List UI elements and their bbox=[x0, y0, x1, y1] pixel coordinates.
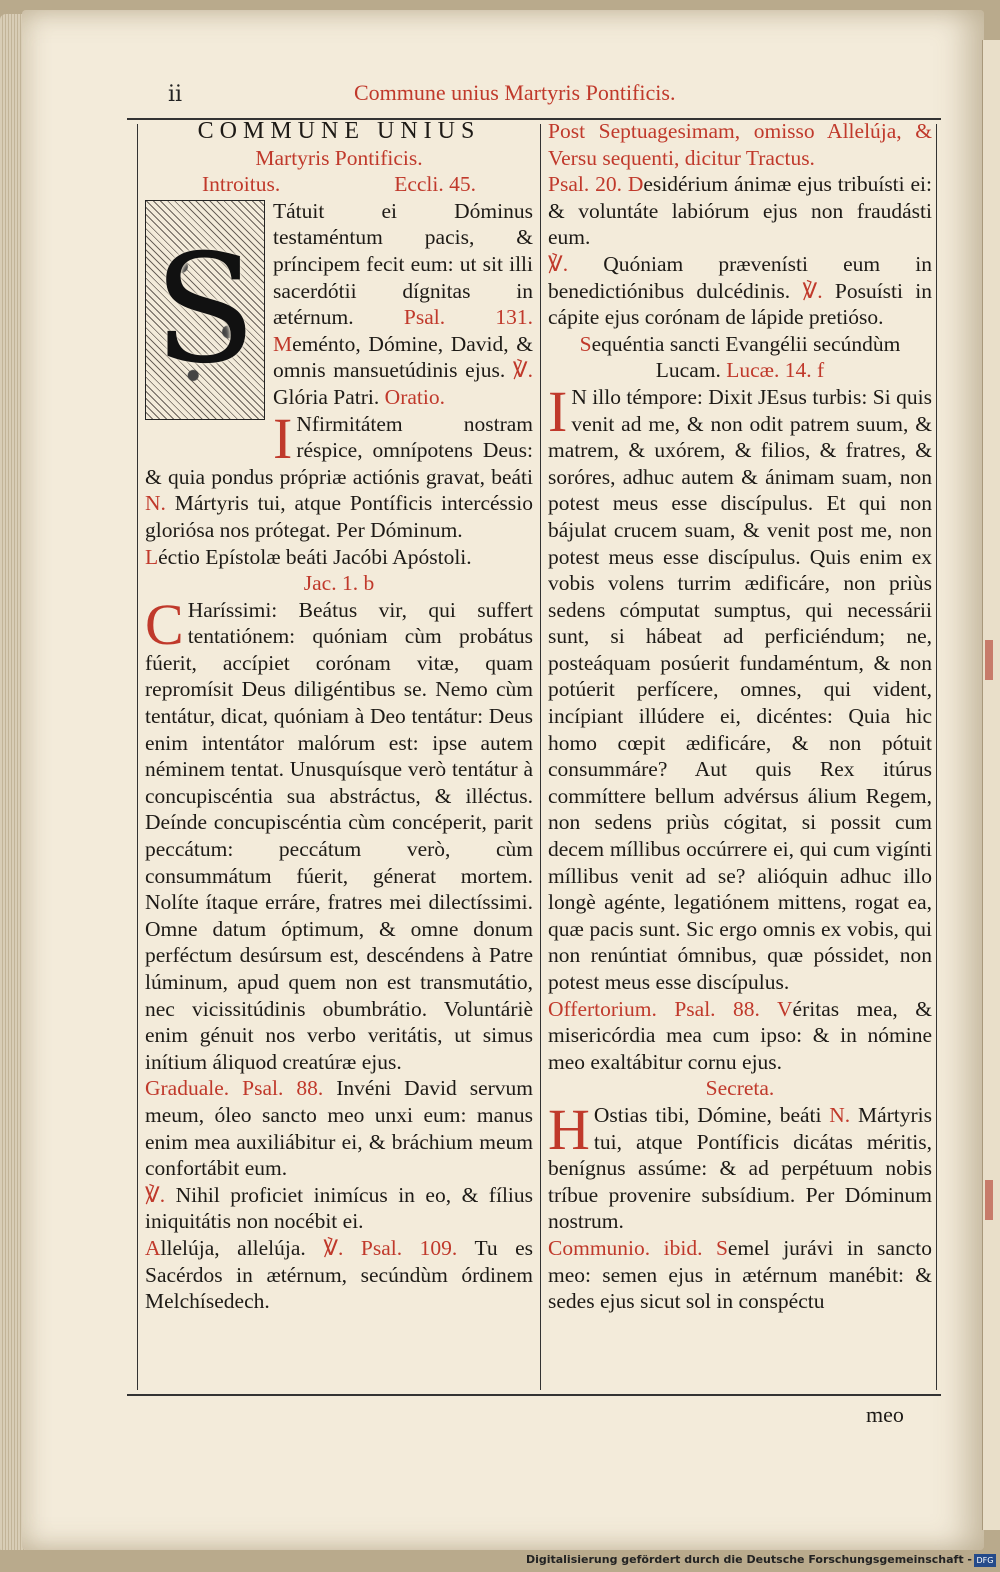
next-page-edge bbox=[982, 40, 1000, 1530]
gospel-text: N illo témpore: Dixit JEsus turbis: Si quis venit ad me, & non odit patrem suum, & matrem, & uxórem, & filios, & fratres, & soróres, adhuc autem & ánimam suam, non potest meus esse discípulus. Et qui non bájulat crucem suam, & venit post me, non potest meus esse discípulus. Quis enim ex vobis volens turrim ædificáre, non priùs sedens cómputat sumptus, qui necessárii sunt, si hábeat ad perficiéndum; ne, posteáquam posúerit fundaméntum, & non potúerit perfícere, omnes, qui vident, incípiant illúdere ei, dicéntes: Quia hic homo cœpit ædificáre, & non pótuit consummáre? Aut quis Rex itúrus commíttere bellum advérsus álium Regem, non sedens priùs cógitat, si possit cum decem míllibus occúrrere ei, qui cum vigínti míllibus venit ad se? alióquin adhuc illo longè agénte, legatiónem mittens, rogat ea, quæ pacis sunt. Sic ergo omnis ex vobis, qui non renúntiat ómnibus, quæ póssidet, non potest meus esse discípulus. bbox=[548, 384, 932, 994]
oratio-text-b: Mártyris tui, atque Pontíficis intercéssio gloriósa nos prótegat. Per Dóminum. bbox=[145, 491, 533, 542]
section-subtitle: Martyris Pontificis. bbox=[255, 145, 423, 170]
running-title: Commune unius Martyris Pontificis. bbox=[354, 80, 676, 105]
oratio bbox=[145, 405, 533, 544]
section-title: COMMUNE UNIUS bbox=[197, 118, 481, 144]
secreta-text-b: Mártyris tui, atque Pontíficis dicátas méritis, benígnus assúme: & ad perpétuum nobis tríbue provenire subsídium. Per Dóminum nostrum. bbox=[548, 1102, 933, 1234]
versicle-icon: ℣. bbox=[145, 1182, 166, 1207]
oratio-n: N. bbox=[145, 491, 166, 516]
footer-credit: Digitalisierung gefördert durch die Deutsche Forschungsgemeinschaft - bbox=[525, 1553, 972, 1566]
secreta-n: N. bbox=[829, 1102, 851, 1127]
offertorium-label: Offertorium. Psal. 88. bbox=[548, 996, 760, 1021]
secreta bbox=[548, 1096, 933, 1235]
secreta-text-a: Ostias tibi, Dómine, beáti bbox=[593, 1102, 822, 1127]
gospel-initial: S bbox=[579, 331, 592, 356]
gospel-drop-initial: I bbox=[548, 378, 568, 444]
catchword: meo bbox=[866, 1402, 904, 1427]
left-rule bbox=[137, 124, 138, 1390]
alleluia-text: llelúja, allelúja. bbox=[160, 1235, 306, 1260]
tract bbox=[548, 171, 932, 251]
epistle-initial: C bbox=[145, 591, 184, 657]
center-rule bbox=[540, 124, 541, 1390]
graduale-verse-text: Nihil proficiet inimícus in eo, & fílius iniquitátis non nocébit ei. bbox=[145, 1182, 534, 1234]
introitus-ref: Eccli. 45. bbox=[394, 172, 476, 197]
text-frame-bottom bbox=[127, 1394, 941, 1396]
graduale-initial: I bbox=[336, 1076, 344, 1101]
graduale-label: Graduale. Psal. 88. bbox=[145, 1076, 324, 1101]
oratio-text-a: Nfirmitátem nostram réspice, omnípotens Deus: & quia pondus própriæ actiónis gravat, beáti bbox=[145, 411, 533, 489]
communio-label: Communio. ibid. bbox=[548, 1235, 703, 1260]
tract-initial: D bbox=[627, 172, 644, 197]
communio-initial: S bbox=[715, 1235, 728, 1260]
psalm-text: eménto, Dómine, David, & omnis mansuetúdinis ejus. bbox=[273, 331, 533, 383]
alleluia-initial: A bbox=[145, 1235, 161, 1260]
graduale-verse bbox=[145, 1182, 533, 1235]
left-column bbox=[145, 118, 533, 1315]
graduale bbox=[145, 1075, 533, 1181]
oratio-label: Oratio. bbox=[384, 384, 445, 409]
gospel-heading-text: equéntia sancti Evangélii secúndùm Lucam. bbox=[591, 331, 901, 383]
footer-bar bbox=[0, 1550, 1000, 1572]
offertorium-text: éritas mea, & misericórdia mea cum ipso: & in nómine meo exaltábitur cornu ejus. bbox=[548, 996, 932, 1074]
lectio-ref: Jac. 1. b bbox=[303, 571, 375, 596]
page-number: ii bbox=[168, 82, 183, 107]
introitus-heading bbox=[145, 171, 533, 198]
lectio-initial: L bbox=[145, 544, 159, 569]
tract-rubric: Post Septuagesimam, omisso Allelúja, & Versu sequenti, dicitur Tractus. bbox=[548, 119, 932, 170]
communio bbox=[548, 1235, 932, 1315]
versicle-icon: ℣. bbox=[512, 358, 533, 383]
right-rule bbox=[936, 124, 937, 1390]
secreta-label: Secreta. bbox=[705, 1076, 775, 1101]
gospel bbox=[548, 378, 932, 996]
versicle-icon: ℣. bbox=[548, 251, 569, 276]
right-column bbox=[548, 118, 932, 1315]
oratio-initial: I bbox=[273, 405, 293, 471]
gloria-text: Glória Patri. bbox=[273, 384, 380, 409]
epistle-text: Haríssimi: Beátus vir, qui suffert tentatiónem: quóniam cùm probátus fúerit, accípiet corónam vitæ, quam repromísit Deus diligéntibus se. Nemo cùm tentátur, dicat, quóniam à Deo tentátur: Deus enim intentátor malórum est: ipse autem néminem tentat. Unusquísque verò tentátur à concupiscéntia sua abstráctus, & illéctus. Deínde concupiscéntia cùm concéperit, parit peccátum: peccátum verò, cùm consummátum fúerit, génerat mortem. Nolíte ítaque erráre, fratres mei dilectíssimi. Omne datum óptimum, & omne donum perféctum desúrsum est, descéndens à Patre lúminum, apud quem non est transmutátio, nec vicissitúdinis obumbrátio. Voluntáriè enim génuit nos verbo veritátis, ut simus inítium áliquod creatúræ ejus. bbox=[145, 597, 533, 1074]
lectio-text: éctio Epístolæ beáti Jacóbi Apóstoli. bbox=[158, 544, 472, 569]
introitus bbox=[145, 198, 533, 411]
gospel-heading bbox=[548, 331, 932, 384]
offertorium bbox=[548, 996, 932, 1076]
psalm-initial: M bbox=[273, 331, 293, 356]
alleluia-ref: ℣. Psal. 109. bbox=[323, 1235, 458, 1260]
secreta-initial: H bbox=[548, 1096, 590, 1162]
introitus-label: Introitus. bbox=[201, 172, 281, 197]
communio-text: emel jurávi in sancto meo: semen ejus in ætérnum manébit: & sedes ejus sicut sol in conspéctu bbox=[548, 1235, 932, 1314]
psalm-ref: Psal. 131. bbox=[403, 305, 533, 330]
graduale-text: nvéni David servum meum, óleo sancto meo unxi eum: manus enim mea auxiliábitur ei, & bráchium meum confortábit eum. bbox=[145, 1076, 534, 1181]
introitus-text: Tátuit ei Dóminus testaméntum pacis, & príncipem fecit eum: ut sit illi sacerdótii dígnitas in ætérnum. bbox=[273, 198, 533, 330]
red-mark bbox=[985, 640, 993, 680]
tract-ref: Psal. 20. bbox=[548, 172, 622, 197]
ornamental-initial: S bbox=[145, 200, 265, 420]
tract-verse-1: Quóniam prævenísti eum in benedictiónibus dulcédinis. bbox=[548, 251, 932, 303]
red-mark bbox=[985, 1180, 993, 1220]
versicle-icon: ℣. bbox=[802, 278, 823, 303]
dfg-logo: DFG bbox=[974, 1554, 996, 1567]
epistle bbox=[145, 591, 533, 1076]
offertorium-initial: V bbox=[777, 996, 793, 1021]
tract-verses bbox=[548, 251, 932, 331]
alleluia-verse: Tu es Sacérdos in ætérnum, secúndùm órdinem Melchísedech. bbox=[145, 1235, 533, 1314]
gospel-ref: Lucæ. 14. f bbox=[726, 358, 825, 383]
tract-verse-2: Posuísti in cápite ejus corónam de lápide pretióso. bbox=[548, 278, 933, 330]
tract-text: esidérium ánimæ ejus tribuísti ei: & voluntáte labiórum ejus non fraudásti eum. bbox=[548, 172, 932, 250]
lectio-heading bbox=[145, 544, 533, 571]
alleluia bbox=[145, 1235, 533, 1315]
